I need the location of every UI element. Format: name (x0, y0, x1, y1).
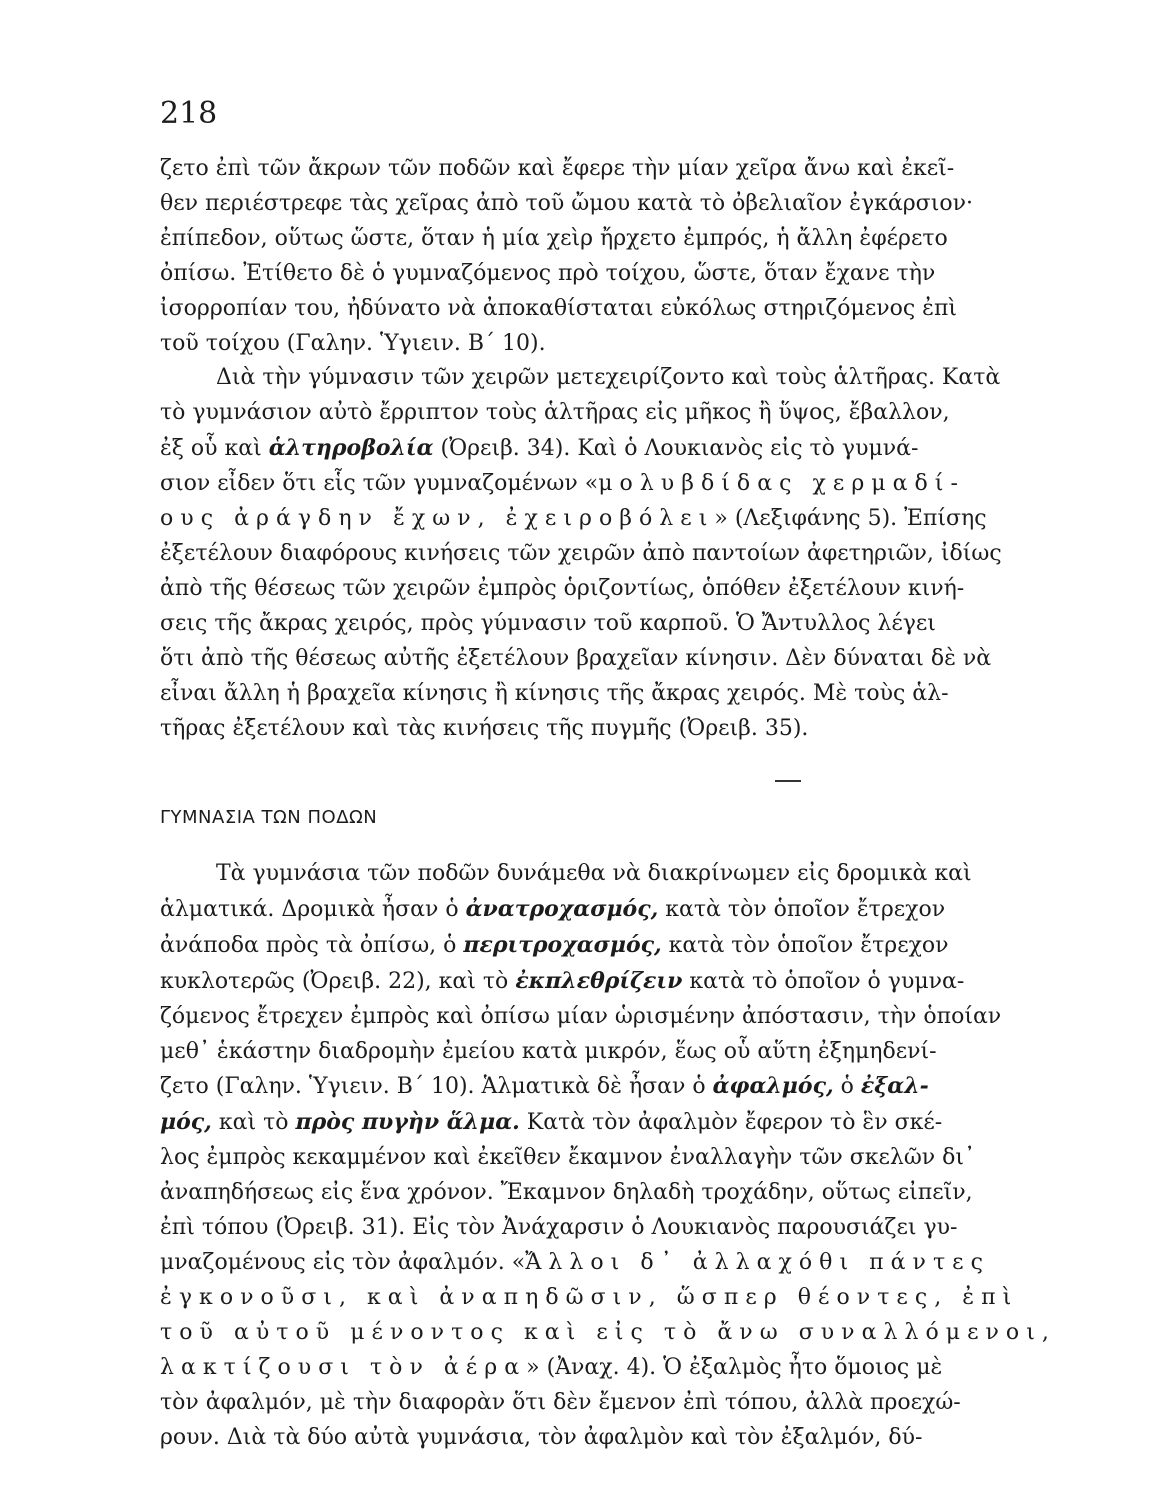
body-text-section (160, 857, 1105, 1455)
text-line (160, 1281, 1105, 1316)
text-line: ἐπὶ τόπου (Ὀρειβ. 31). Εἰς τὸν Ἀνάχαρσιν ὁ Λουκιανὸς παρουσιάζει γυ- (160, 1215, 958, 1241)
spaced-quotation: ἐγκονοῦσι, καὶ ἀναπηδῶσιν, ὥσπερ θέοντες, ἐπὶ (160, 1284, 1019, 1310)
spaced-quotation: Ἄλλοι δ᾽ ἀλλαχόθι πάντες (525, 1249, 990, 1275)
text-line: ὀπίσω. Ἐτίθετο δὲ ὁ γυμναζόμενος πρὸ τοίχου, ὥστε, ὅταν ἔχανε τὴν (160, 260, 936, 286)
term-exalmos: ἐξαλ- (860, 1073, 929, 1100)
term-ekplethrizein: ἐκπλεθρίζειν (515, 967, 683, 994)
text-line: τὸ γυμνάσιον αὐτὸ ἔρριπτον τοὺς ἁλτῆρας εἰς μῆκος ἢ ὕψος, ἔβαλλον, (160, 400, 950, 426)
text-line: ζόμενος ἔτρεχεν ἐμπρὸς καὶ ὀπίσω μίαν ὡρισμένην ἀπόστασιν, τὴν ὁποίαν (160, 1003, 1002, 1029)
text-line: ἐπίπεδον, οὕτως ὥστε, ὅταν ἡ μία χεὶρ ἤρχετο ἐμπρός, ἡ ἄλλη ἐφέρετο (160, 225, 948, 251)
text-line: σιον εἶδεν ὅτι εἷς τῶν γυμναζομένων «μολυβδίδας χερμαδί- (160, 471, 965, 497)
text-line: κυκλοτερῶς (Ὀρειβ. 22), καὶ τὸ ἐκπλεθρίζειν κατὰ τὸ ὁποῖον ὁ γυμνα- (160, 967, 965, 994)
page-number: 218 (160, 96, 218, 131)
text-line: ὅτι ἀπὸ τῆς θέσεως αὐτῆς ἐξετέλουν βραχεῖαν κίνησιν. Δὲν δύναται δὲ νὰ (160, 645, 992, 671)
spaced-quotation: μολυβδίδας χερμαδί- (598, 471, 965, 497)
text-line: τῆρας ἐξετέλουν καὶ τὰς κινήσεις τῆς πυγμῆς (Ὀρειβ. 35). (160, 715, 809, 741)
text-line (160, 1316, 1105, 1351)
text-line: θεν περιέστρεφε τὰς χεῖρας ἀπὸ τοῦ ὤμου κατὰ τὸ ὀβελιαῖον ἐγκάρσιον· (160, 190, 973, 216)
text-line: ἰσορροπίαν του, ἠδύνατο νὰ ἀποκαθίσταται εὐκόλως στηριζόμενος ἐπὶ (160, 295, 958, 321)
term-exalmos-end: μός, (160, 1109, 212, 1136)
text-line: λος ἐμπρὸς κεκαμμένον καὶ ἐκεῖθεν ἔκαμνον ἐναλλαγὴν τῶν σκελῶν δι᾽ (160, 1145, 976, 1171)
text-line: τοῦ τοίχου (Γαλην. Ὑγιειν. Β΄ 10). (160, 330, 546, 356)
section-heading: ΓΥΜΝΑΣΙΑ ΤΩΝ ΠΟΔΩΝ (160, 807, 378, 828)
text-line: σεις τῆς ἄκρας χειρός, πρὸς γύμνασιν τοῦ καρποῦ. Ὁ Ἄντυλλος λέγει (160, 610, 936, 636)
text-line: ἀπὸ τῆς θέσεως τῶν χειρῶν ἐμπρὸς ὁριζοντίως, ὁπόθεν ἐξετέλουν κινή- (160, 575, 965, 601)
section-divider (775, 780, 801, 782)
text-line: τὸν ἀφαλμόν, μὲ τὴν διαφορὰν ὅτι δὲν ἔμενον ἐπὶ τόπου, ἀλλὰ προεχώ- (160, 1389, 961, 1415)
term-altirovolia: ἁλτηροβολία (268, 435, 434, 462)
spaced-quotation: λακτίζουσι τὸν ἀέρα (160, 1354, 527, 1380)
term-peritrochasmos: περιτροχασμός, (463, 931, 662, 958)
text-line: ἀναπηδήσεως εἰς ἕνα χρόνον. Ἔκαμνον δηλαδὴ τροχάδην, οὕτως εἰπεῖν, (160, 1180, 973, 1206)
text-line: ζετο ἐπὶ τῶν ἄκρων τῶν ποδῶν καὶ ἔφερε τὴν μίαν χεῖρα ἄνω καὶ ἐκεῖ- (160, 156, 955, 181)
text-line: ἀνάποδα πρὸς τὰ ὀπίσω, ὁ περιτροχασμός, κατὰ τὸν ὁποῖον ἔτρεχον (160, 931, 949, 958)
term-anatrochasmos: ἀνατροχασμός, (465, 895, 659, 922)
body-text-continuation (160, 152, 1105, 746)
text-line: λακτίζουσι τὸν ἀέρα» (Ἀναχ. 4). Ὁ ἐξαλμὸς ἦτο ὅμοιος μὲ (160, 1354, 943, 1380)
text-line: Τὰ γυμνάσια τῶν ποδῶν δυνάμεθα νὰ διακρίνωμεν εἰς δρομικὰ καὶ (216, 861, 972, 886)
text-line: μεθ᾽ ἑκάστην διαδρομὴν ἐμείου κατὰ μικρόν, ἕως οὗ αὕτη ἐξημηδενί- (160, 1038, 937, 1064)
spaced-quotation: ους ἀράγδην ἔχων, ἐχειροβόλει (160, 506, 715, 532)
text-line: ἐξετέλουν διαφόρους κινήσεις τῶν χειρῶν ἀπὸ παντοίων ἀφετηριῶν, ἰδίως (160, 540, 1002, 566)
term-afalmos: ἀφαλμός, (712, 1073, 834, 1100)
text-line: Διὰ τὴν γύμνασιν τῶν χειρῶν μετεχειρίζοντο καὶ τοὺς ἁλτῆρας. Κατὰ (216, 365, 1001, 391)
text-line: ρουν. Διὰ τὰ δύο αὐτὰ γυμνάσια, τὸν ἀφαλμὸν καὶ τὸν ἐξαλμόν, δύ- (160, 1424, 923, 1450)
text-line: ους ἀράγδην ἔχων, ἐχειροβόλει» (Λεξιφάνης 5). Ἐπίσης (160, 506, 987, 532)
term-pros-pygin-alma: πρὸς πυγὴν ἅλμα. (295, 1109, 520, 1136)
text-line: μός, καὶ τὸ πρὸς πυγὴν ἅλμα. Κατὰ τὸν ἀφαλμὸν ἔφερον τὸ ἓν σκέ- (160, 1109, 943, 1136)
spaced-quotation: τοῦ αὐτοῦ μένοντος καὶ εἰς τὸ ἄνω συναλλόμενοι, (160, 1319, 1056, 1345)
text-line: ἐξ οὗ καὶ ἁλτηροβολία (Ὀρειβ. 34). Καὶ ὁ Λουκιανὸς εἰς τὸ γυμνά- (160, 435, 919, 462)
text-line: ζετο (Γαλην. Ὑγιειν. Β΄ 10). Ἁλματικὰ δὲ ἦσαν ὁ ἀφαλμός, ὁ ἐξαλ- (160, 1073, 929, 1100)
text-line: ἁλματικά. Δρομικὰ ἦσαν ὁ ἀνατροχασμός, κατὰ τὸν ὁποῖον ἔτρεχον (160, 895, 946, 922)
text-line: εἶναι ἄλλη ἡ βραχεῖα κίνησις ἢ κίνησις τῆς ἄκρας χειρός. Μὲ τοὺς ἁλ- (160, 680, 949, 706)
text-line: μναζομένους εἰς τὸν ἀφαλμόν. «Ἄλλοι δ᾽ ἀλλαχόθι πάντες (160, 1249, 990, 1275)
